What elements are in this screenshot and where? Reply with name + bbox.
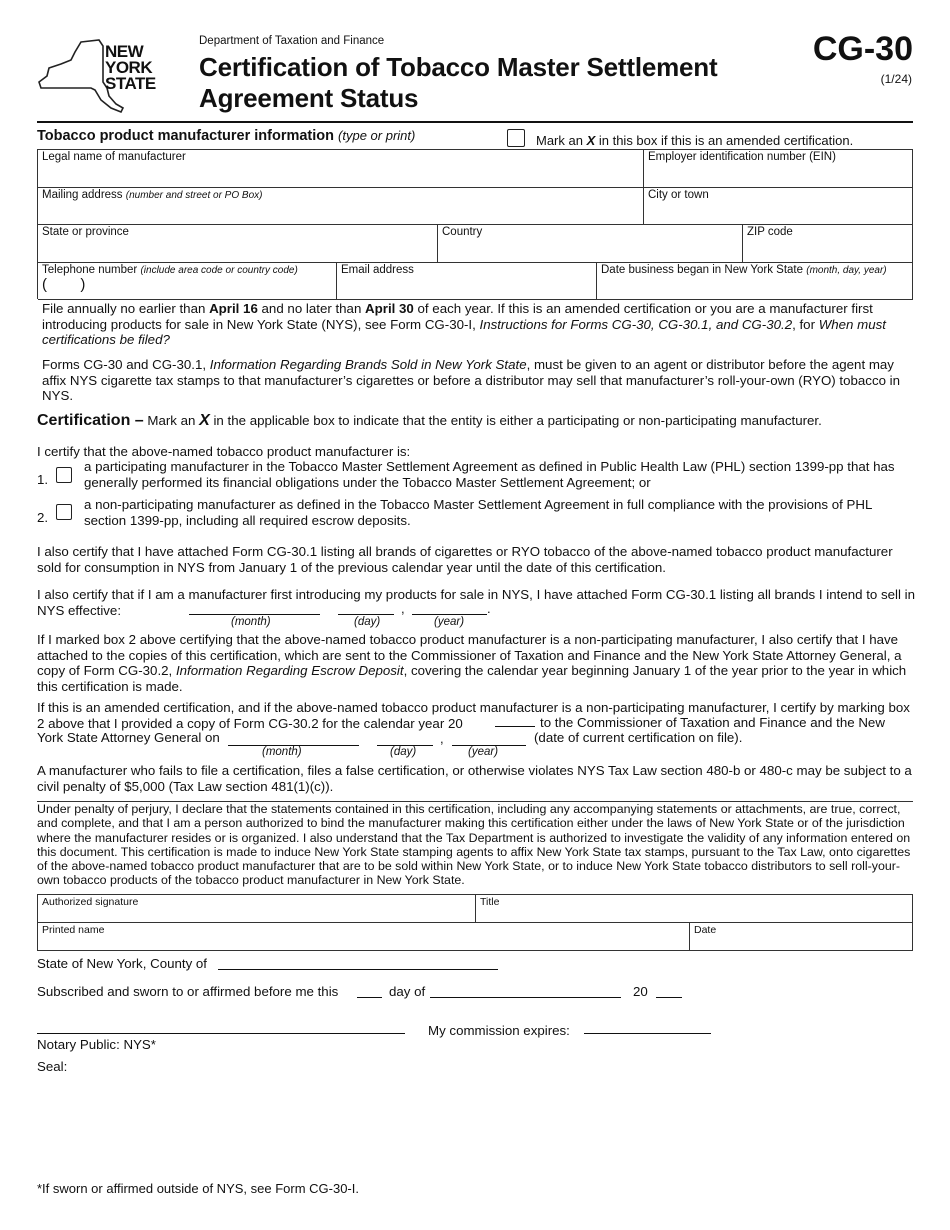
country-label: Country [442, 226, 483, 238]
zip-label: ZIP code [747, 226, 793, 238]
title-label: Title [480, 896, 500, 908]
state-field[interactable] [38, 225, 438, 263]
forms-text-c: , must be given to an agent or distributor before the agent may affix NYS cigarette tax stamps to that manufacturer’s cigarettes or before a distributor may sell that manufacturer’s roll-your-own (RYO) tobacco in NYS. [42, 357, 901, 403]
certification-heading-a: Mark an [143, 413, 200, 428]
first-introduction-text: I also certify that if I am a manufacturer first introducing my products for sale in NYS, I have attached Form CG-30.1 listing all brands I intend to sell in NYS effective: [37, 587, 915, 618]
amended-text-c: York State Attorney General on [37, 730, 220, 745]
manufacturer-section-heading [37, 128, 415, 144]
authorized-signature-label: Authorized signature [42, 896, 139, 908]
option1-text: a participating manufacturer in the Tobacco Master Settlement Agreement as defined in Public Health Law (PHL) section 1399-pp that has generally performed its financial obligations under the Tobacco Master Settlement Agreement; or [84, 459, 895, 490]
participating-checkbox[interactable] [56, 467, 72, 483]
effective-day-line[interactable] [338, 614, 394, 615]
forms-instructions [42, 357, 914, 404]
amended-checkbox[interactable] [507, 129, 525, 147]
effective-year-caption: (year) [434, 616, 465, 628]
date-label: Date [694, 924, 717, 936]
subscribed-month-line[interactable] [430, 997, 621, 998]
ag-comma: , [440, 731, 444, 746]
amended-text-d: (date of current certification on file). [534, 730, 743, 745]
authorized-signature-field[interactable] [38, 895, 476, 923]
filing-date-end: April 30 [365, 301, 414, 316]
filing-instructions [42, 301, 914, 348]
commission-line[interactable] [584, 1033, 711, 1034]
option2-text: a non-participating manufacturer as defined in the Tobacco Master Settlement Agreement in full compliance with the provisions of PHL section 1399-pp, including all required escrow deposits. [84, 497, 872, 528]
legal-name-field[interactable] [38, 150, 644, 188]
signature-grid [37, 894, 913, 951]
title-field[interactable] [476, 895, 912, 923]
amended-text-b: to the Commissioner of Taxation and Finance and the New [540, 715, 885, 730]
ag-day-caption: (day) [390, 746, 417, 758]
email-field[interactable] [337, 263, 597, 300]
telephone-note: (include area code or country code) [140, 265, 298, 276]
form-title-line1: Certification of Tobacco Master Settlement [199, 52, 718, 82]
mailing-address-note: (number and street or PO Box) [125, 190, 263, 201]
manufacturer-info-grid [37, 149, 913, 299]
county-line[interactable] [218, 969, 498, 970]
header-divider [37, 121, 913, 123]
brands-form-title: Information Regarding Brands Sold in New York State [209, 357, 527, 372]
form-number: CG-30 [812, 30, 913, 68]
ag-month-caption: (month) [262, 746, 302, 758]
escrow-form-title: Information Regarding Escrow Deposit [175, 663, 404, 678]
when-filed-question: When must certifications be filed? [42, 316, 886, 347]
telephone-label: Telephone number [42, 264, 138, 276]
ag-year-caption: (year) [468, 746, 499, 758]
telephone-field[interactable] [38, 263, 337, 300]
penalty-notice: A manufacturer who fails to file a certification, files a false certification, or otherwise violates NYS Tax Law section 480-b or 480-c may be subject to a civil penalty of $5,000 (Tax Law section 481(1)(c)). [37, 763, 912, 794]
filing-text-e: of each year. If this is an amended certification or you are a manufacturer first introducing products for sale in New York State (NYS), see Form CG-30-I, [42, 301, 873, 332]
filing-text-c: and no later than [257, 301, 366, 316]
manufacturer-heading-note: (type or print) [338, 128, 416, 143]
certification-heading [37, 412, 822, 430]
printed-name-label: Printed name [42, 924, 105, 936]
certification-heading-x: X [199, 412, 210, 429]
forms-text-a: Forms CG-30 and CG-30.1, [42, 357, 210, 372]
filing-text-g: , for [792, 316, 819, 332]
county-label: State of New York, County of [37, 956, 208, 971]
seal-label: Seal: [37, 1059, 68, 1074]
option1-number: 1. [37, 472, 49, 487]
amended-instruction [536, 133, 853, 148]
effective-month-caption: (month) [231, 616, 271, 628]
form-title-line2: Agreement Status [199, 83, 419, 113]
legal-name-label: Legal name of manufacturer [42, 151, 186, 163]
logo-word-new: NEW [105, 42, 144, 61]
day-of-label: day of [389, 984, 426, 999]
option2-number: 2. [37, 510, 49, 525]
area-code-parens: ( ) [42, 276, 86, 293]
filing-date-start: April 16 [209, 301, 258, 316]
city-label: City or town [648, 189, 709, 201]
attached-certification: I also certify that I have attached Form CG-30.1 listing all brands of cigarettes or RYO tobacco of the above-named tobacco product manufacturer sold for consumption in NYS from January 1 of the previous calendar year until the date of this certification. [37, 544, 893, 575]
zip-field[interactable] [743, 225, 913, 263]
escrow-certification [37, 632, 915, 694]
effective-day-caption: (day) [354, 616, 381, 628]
printed-name-field[interactable] [38, 923, 690, 950]
department-name: Department of Taxation and Finance [199, 35, 385, 47]
date-field[interactable] [690, 923, 912, 950]
state-label: State or province [42, 226, 129, 238]
subscribed-year-prefix: 20 [633, 984, 648, 999]
instructions-form-title: Instructions for Forms CG-30, CG-30.1, and CG-30.2 [479, 316, 793, 332]
ein-label: Employer identification number (EIN) [648, 151, 836, 163]
certification-heading-b: in the applicable box to indicate that the entity is either a participating or non-participating manufacturer. [209, 413, 822, 428]
logo-word-york: YORK [105, 58, 153, 77]
certify-intro: I certify that the above-named tobacco product manufacturer is: [37, 444, 411, 459]
logo-word-state: STATE [105, 74, 156, 93]
effective-month-line[interactable] [189, 614, 320, 615]
subscribed-day-line[interactable] [357, 997, 382, 998]
non-participating-checkbox[interactable] [56, 504, 72, 520]
footnote: *If sworn or affirmed outside of NYS, see Form CG-30-I. [37, 1181, 359, 1196]
effective-period: . [487, 601, 491, 616]
amended-x: X [586, 133, 596, 148]
notary-signature-line[interactable] [37, 1033, 405, 1034]
date-began-note: (month, day, year) [806, 265, 887, 276]
email-label: Email address [341, 264, 414, 276]
notary-public-label: Notary Public: NYS* [37, 1037, 156, 1052]
subscribed-year-line[interactable] [656, 997, 682, 998]
escrow-text-c: , covering the calendar year beginning January 1 of the year prior to the year in which this certification is made. [37, 663, 907, 694]
date-began-field[interactable] [597, 263, 913, 300]
subscribed-label: Subscribed and sworn to or affirmed before me this [37, 984, 339, 999]
ein-field[interactable] [644, 150, 913, 188]
perjury-statement: Under penalty of perjury, I declare that the statements contained in this certification, including any accompanying statements or attachments, are true, correct, and complete, and that I am a person authorized to bind the manufacturer making this certification either under the laws of New York State or of the jurisdiction where the manufacturer resides or is organized. I also understand that the Tax Department is authorized to investigate the validity of any information entered on this document. This certification is made to induce New York State stamping agents to affix New York State tax stamps, pursuant to the Tax Law, onto cigarettes of the above-named tobacco product manufacturer that are to be sold within New York State, or to induce New York State tobacco distributors to sell roll-your-own tobacco products of the tobacco product manufacturer in New York State. [37, 802, 911, 888]
amended-prefix: Mark an [536, 133, 587, 148]
mailing-address-label: Mailing address [42, 189, 123, 201]
amended-text-a: If this is an amended certification, and if the above-named tobacco product manufacturer is a non-participating manufacturer, I certify by marking box 2 above that I provided a copy of Form CG-30.2 for the calendar year 20 [37, 700, 910, 731]
effective-comma: , [401, 601, 405, 616]
effective-year-line[interactable] [412, 614, 487, 615]
filing-text-a: File annually no earlier than [42, 301, 210, 316]
city-field[interactable] [644, 188, 913, 225]
nys-logo [37, 38, 165, 114]
mailing-address-field[interactable] [38, 188, 644, 225]
amended-suffix: in this box if this is an amended certification. [595, 133, 854, 148]
date-began-label: Date business began in New York State [601, 264, 804, 276]
form-title [199, 52, 717, 114]
escrow-text-a: If I marked box 2 above certifying that the above-named tobacco product manufacturer is a non-participating manufacturer, I also certify that I have attached to the copies of this certification, which are sent to the Commissioner of Taxation and Finance and the New York State Attorney General, a copy of Form CG-30.2, [37, 632, 902, 678]
commission-label: My commission expires: [428, 1023, 570, 1038]
calendar-year-line[interactable] [495, 726, 535, 727]
manufacturer-heading-text: Tobacco product manufacturer information [37, 128, 335, 144]
form-revision: (1/24) [880, 72, 912, 86]
certification-title: Certification – [37, 412, 144, 429]
country-field[interactable] [438, 225, 743, 263]
